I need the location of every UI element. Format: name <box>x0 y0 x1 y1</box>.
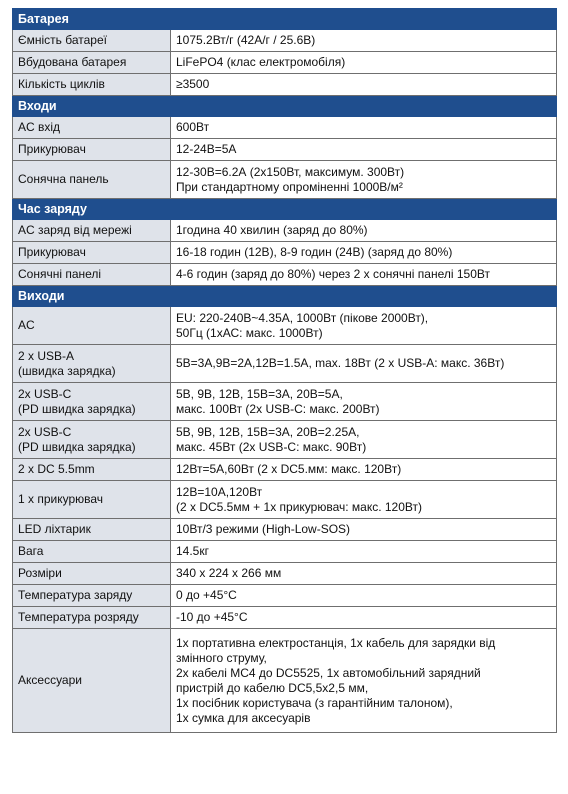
spec-label-line: Аксессуари <box>18 673 82 687</box>
spec-value <box>171 264 557 286</box>
spec-value <box>171 307 557 345</box>
spec-row <box>13 345 557 383</box>
spec-row <box>13 541 557 563</box>
spec-label <box>13 383 171 421</box>
spec-value-line: 5В=3А,9В=2А,12В=1.5А, max. 18Вт (2 х USB-A: макс. 36Вт) <box>176 356 505 370</box>
spec-value-line: 600Вт <box>176 120 210 134</box>
section-title: Виходи <box>13 286 557 307</box>
spec-row <box>13 481 557 519</box>
spec-value-line: макс. 45Вт (2х USB-C: макс. 90Вт) <box>176 439 367 454</box>
spec-value-line: 12Вт=5А,60Вт (2 х DC5.мм: макс. 120Вт) <box>176 462 402 476</box>
spec-label <box>13 74 171 96</box>
spec-value <box>171 541 557 563</box>
spec-label-line: Прикурювач <box>18 142 86 156</box>
spec-value <box>171 139 557 161</box>
spec-value-line: 5В, 9В, 12В, 15В=3А, 20В=2.25А, <box>176 424 360 439</box>
spec-label <box>13 541 171 563</box>
spec-value <box>171 117 557 139</box>
spec-label <box>13 264 171 286</box>
spec-value-line: змінного струму, <box>176 650 267 665</box>
spec-value-line: ≥3500 <box>176 77 210 91</box>
spec-row <box>13 383 557 421</box>
spec-row <box>13 563 557 585</box>
spec-label-line: 2х USB-C <box>18 386 72 401</box>
spec-value-line: 1х сумка для аксесуарів <box>176 710 311 725</box>
spec-label <box>13 585 171 607</box>
spec-value-line: 0 до +45°C <box>176 588 237 602</box>
spec-value <box>171 563 557 585</box>
spec-label-line: Ємність батареї <box>18 33 107 47</box>
spec-value <box>171 585 557 607</box>
spec-value-line: 14.5кг <box>176 544 209 558</box>
spec-value-line: -10 до +45°C <box>176 610 248 624</box>
spec-row <box>13 242 557 264</box>
spec-label <box>13 345 171 383</box>
spec-label <box>13 519 171 541</box>
spec-value-line: 1х посібник користувача (з гарантійним талоном), <box>176 695 453 710</box>
spec-row <box>13 220 557 242</box>
spec-label-line: 1 х прикурювач <box>18 492 104 506</box>
spec-row <box>13 117 557 139</box>
spec-value <box>171 74 557 96</box>
spec-value <box>171 161 557 199</box>
section-title: Час заряду <box>13 199 557 220</box>
spec-row <box>13 585 557 607</box>
spec-row <box>13 607 557 629</box>
spec-value-line: EU: 220-240В~4.35А, 1000Вт (пікове 2000Вт), <box>176 310 429 325</box>
section-header-row <box>13 96 557 117</box>
spec-label-line: Температура заряду <box>18 588 133 602</box>
spec-label <box>13 30 171 52</box>
spec-value-line: 1х портативна електростанція, 1х кабель для зарядки від <box>176 635 496 650</box>
spec-row <box>13 161 557 199</box>
spec-value <box>171 519 557 541</box>
spec-row <box>13 519 557 541</box>
spec-label-line: Прикурювач <box>18 245 86 259</box>
spec-value-line: (2 х DC5.5мм + 1х прикурювач: макс. 120Вт) <box>176 499 422 514</box>
spec-value-line: 5В, 9В, 12В, 15В=3А, 20В=5А, <box>176 386 343 401</box>
spec-row <box>13 74 557 96</box>
spec-label <box>13 481 171 519</box>
section-header-row <box>13 199 557 220</box>
spec-row <box>13 459 557 481</box>
spec-value-line: 4-6 годин (заряд до 80%) через 2 х сонячні панелі 150Вт <box>176 267 490 281</box>
section-header-row <box>13 286 557 307</box>
spec-row <box>13 629 557 733</box>
spec-label-line: (PD швидка зарядка) <box>18 439 136 454</box>
spec-label <box>13 117 171 139</box>
spec-row <box>13 264 557 286</box>
spec-value <box>171 52 557 74</box>
spec-value-line: 12-24В=5А <box>176 142 237 156</box>
spec-label-line: 2х USB-C <box>18 424 72 439</box>
spec-label <box>13 139 171 161</box>
spec-label <box>13 459 171 481</box>
spec-label <box>13 52 171 74</box>
spec-label-line: Розміри <box>18 566 62 580</box>
spec-label-line: Вага <box>18 544 44 558</box>
spec-value-line: макс. 100Вт (2х USB-C: макс. 200Вт) <box>176 401 380 416</box>
spec-table <box>12 8 557 733</box>
spec-row <box>13 307 557 345</box>
spec-value-line: 10Вт/3 режими (High-Low-SOS) <box>176 522 351 536</box>
spec-row <box>13 421 557 459</box>
spec-label-line: AC вхід <box>18 120 61 134</box>
spec-label-line: AC <box>18 318 35 332</box>
spec-value <box>171 383 557 421</box>
spec-row <box>13 52 557 74</box>
spec-value-line: 2х кабелі МС4 до DC5525, 1х автомобільний зарядний <box>176 665 481 680</box>
spec-value-line: LiFePO4 (клас електромобіля) <box>176 55 346 69</box>
spec-value-line: 12-30В=6.2А (2х150Вт, максимум. 300Вт) <box>176 164 405 179</box>
spec-value-line: пристрій до кабелю DC5,5х2,5 мм, <box>176 680 369 695</box>
spec-label <box>13 220 171 242</box>
spec-value-line: 50Гц (1хАС: макс. 1000Вт) <box>176 325 323 340</box>
section-title: Батарея <box>13 9 557 30</box>
spec-value <box>171 220 557 242</box>
spec-value <box>171 459 557 481</box>
spec-value <box>171 345 557 383</box>
spec-label <box>13 161 171 199</box>
spec-row <box>13 30 557 52</box>
spec-label <box>13 421 171 459</box>
spec-label <box>13 607 171 629</box>
section-title: Входи <box>13 96 557 117</box>
spec-label-line: 2 х USB-A <box>18 348 75 363</box>
spec-label-line: 2 х DC 5.5mm <box>18 462 95 476</box>
spec-value-line: При стандартному опроміненні 1000В/м² <box>176 179 403 194</box>
spec-value-line: 340 x 224 x 266 мм <box>176 566 282 580</box>
section-header-row <box>13 9 557 30</box>
spec-label-line: Сонячні панелі <box>18 267 102 281</box>
spec-row <box>13 139 557 161</box>
spec-table-body <box>13 9 557 733</box>
spec-value <box>171 629 557 733</box>
spec-label <box>13 242 171 264</box>
spec-label-line: AC заряд від мережі <box>18 223 132 237</box>
spec-value <box>171 30 557 52</box>
spec-label-line: Кількість циклів <box>18 77 105 91</box>
spec-value <box>171 481 557 519</box>
spec-value-line: 12В=10А,120Вт <box>176 484 263 499</box>
spec-label-line: (швидка зарядка) <box>18 363 116 378</box>
spec-label-line: (PD швидка зарядка) <box>18 401 136 416</box>
spec-value-line: 16-18 годин (12В), 8-9 годин (24В) (заряд до 80%) <box>176 245 453 259</box>
spec-value <box>171 421 557 459</box>
spec-value <box>171 607 557 629</box>
spec-value-line: 1075.2Вт/г (42А/г / 25.6В) <box>176 33 316 47</box>
spec-label <box>13 629 171 733</box>
spec-label <box>13 563 171 585</box>
spec-value <box>171 242 557 264</box>
spec-label-line: LED ліхтарик <box>18 522 91 536</box>
spec-label-line: Температура розряду <box>18 610 139 624</box>
spec-label-line: Сонячна панель <box>18 172 109 186</box>
spec-label <box>13 307 171 345</box>
spec-value-line: 1година 40 хвилин (заряд до 80%) <box>176 223 368 237</box>
spec-label-line: Вбудована батарея <box>18 55 127 69</box>
